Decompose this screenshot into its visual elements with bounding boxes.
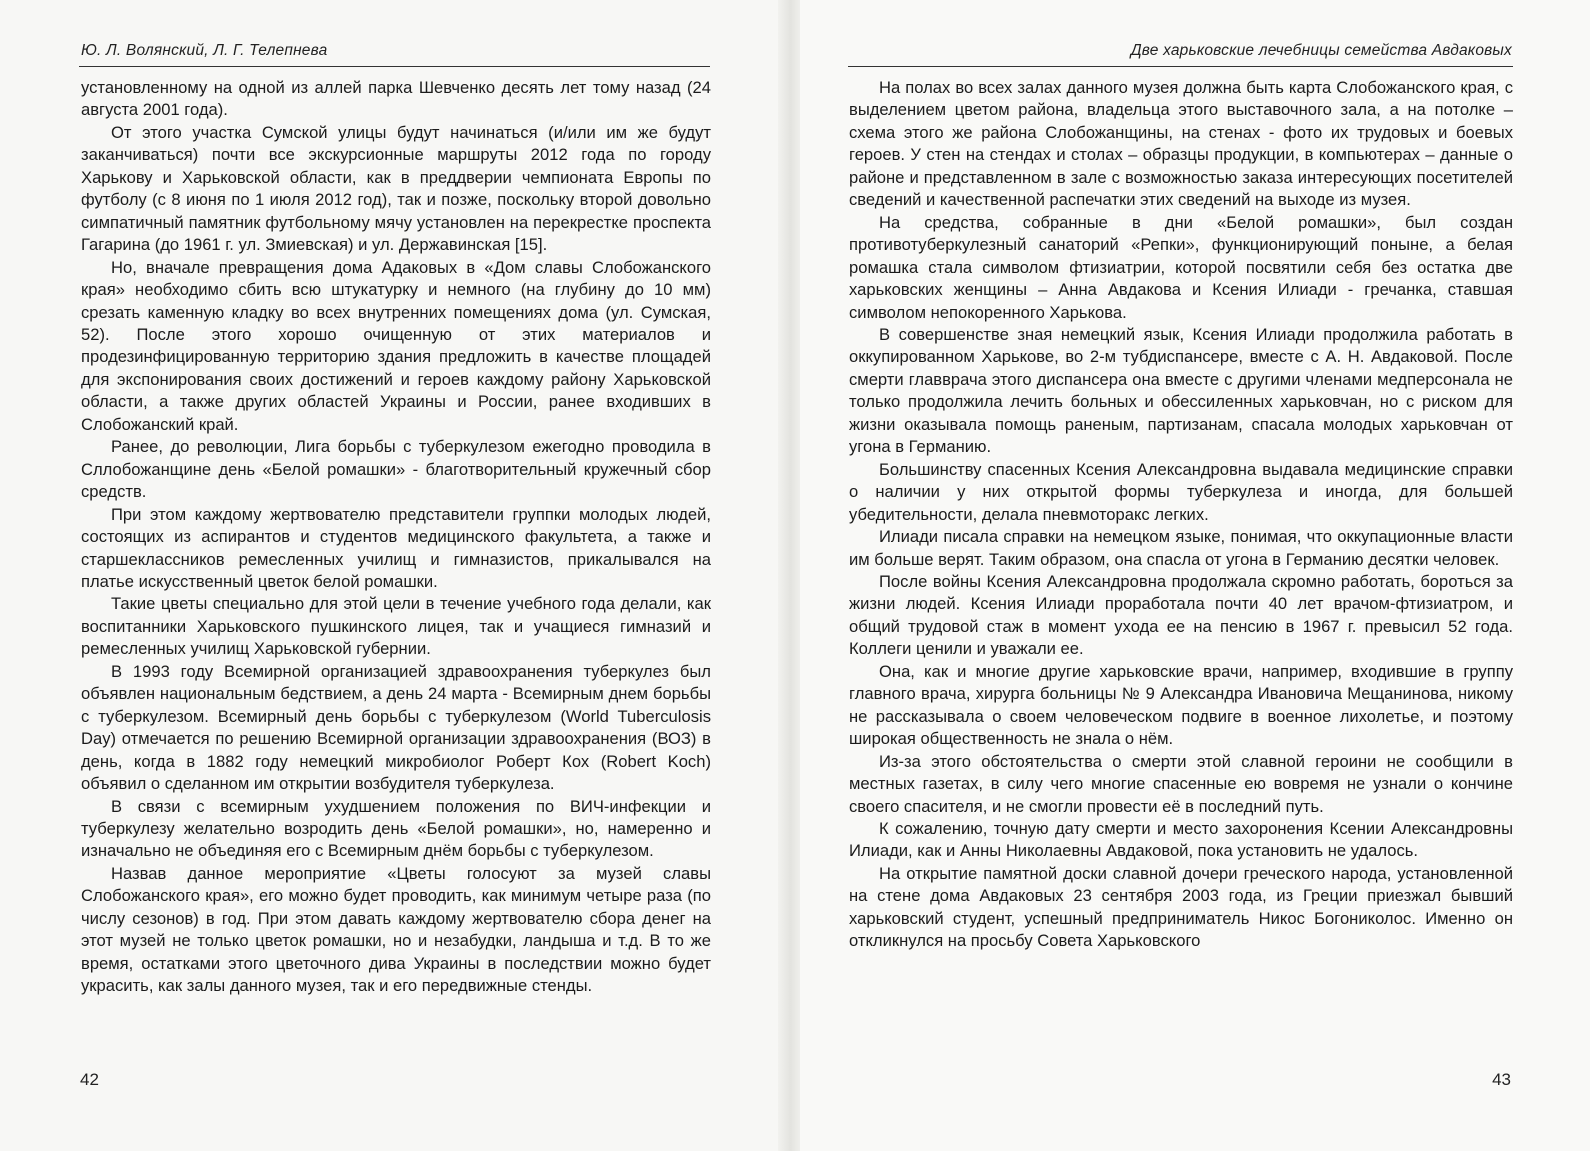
paragraph: На полах во всех залах данного музея должна быть карта Слобожанского края, с выделением цветом района, владельца этого выставочного зала, а на потолке – схема этого же района Слобожанщины, на стенах - фото их трудовых и боевых героев. У стен на стендах и столах – образцы продукции, в компьютерах – данные о районе и представленном в зале с возможностью заказа интересующих посетителей сведений и качественной распечатки этих сведений на выходе из музея. [849,78,1513,210]
header-rule [848,66,1513,67]
paragraph: Ранее, до революции, Лига борьбы с туберкулезом ежегодно проводила в Сллобожанщине день «Белой ромашки» - благотворительный кружечный сбор средств. [81,437,711,502]
paragraph: Большинству спасенных Ксения Александровна выдавала медицинские справки о наличии у них открытой формы туберкулеза и иногда, для большей убедительности, делала пневмоторакс легких. [849,459,1513,524]
paragraph: После войны Ксения Александровна продолжала скромно работать, бороться за жизни людей. Ксения Илиади проработала почти 40 лет врачом-фтизиатром, и общий трудовой стаж в момент ухода ее на пенсию в 1967 г. превысил 52 года. Коллеги ценили и уважали ее. [849,571,1513,659]
paragraph: Назвав данное мероприятие «Цветы голосуют за музей славы Слобожанского края», его можно будет проводить, как минимум четыре раза (по числу сезонов) в год. При этом давать каждому жертвователю сбора денег на этот музей не только цветок ромашки, но и незабудки, ландыша и т.д. В то же время, остатками этого цветочного дива Украины в последствии можно будет украсить, как залы данного музея, так и его передвижные стенды. [81,863,711,996]
left-page-body [81,77,711,998]
paragraph: На открытие памятной доски славной дочери греческого народа, установленной на стене дома Авдаковых 23 сентября 2003 года, из Греции приезжал бывший харьковский студент, успешный предприниматель Никос Богониколос. Именно он откликнулся на просьбу Совета Харьковского [849,863,1513,951]
page-number-right: 43 [1492,1070,1511,1089]
paragraph: В 1993 году Всемирной организацией здравоохранения туберкулез был объявлен национальным бедствием, а день 24 марта - Всемирным днем борьбы с туберкулезом. Всемирный день борьбы с туберкулезом (World Tuberculosis Day) отмечается по решению Всемирной организации здравоохранения (ВОЗ) в день, когда в 1882 году немецкий микробиолог Роберт Кох (Robert Koch) объявил о сделанном им открытии возбудителя туберкулеза. [81,661,711,794]
right-page [800,0,1590,1151]
right-page-body [849,77,1513,953]
paragraph: От этого участка Сумской улицы будут начинаться (и/или им же будут заканчиваться) почти все экскурсионные маршруты 2012 года по городу Харькову и Харьковской области, как в преддверии чемпионата Европы по футболу (с 8 июня по 1 июля 2012 год), так и позже, поскольку второй довольно симпатичный памятник футбольному мячу установлен на перекрестке проспекта Гагарина (до 1961 г. ул. Змиевская) и ул. Державинская [15]. [81,122,711,255]
running-head-title: Две харьковские лечебницы семейства Авдаковых [1130,42,1512,59]
paragraph: При этом каждому жертвователю представители группки молодых людей, состоящих из аспирантов и студентов медицинского факультета, а также и старшеклассников ремесленных училищ и гимназистов, прикалывался на платье искусственный цветок белой ромашки. [81,504,711,591]
left-page [0,0,780,1151]
paragraph: установленному на одной из аллей парка Шевченко десять лет тому назад (24 августа 2001 года). [81,78,711,120]
paragraph: Из-за этого обстоятельства о смерти этой славной героини не сообщили в местных газетах, в силу чего многие спасенные ею вовремя не узнали о кончине своего спасителя, и не смогли провести её в последний путь. [849,751,1513,816]
header-rule [79,66,710,67]
paragraph: В связи с всемирным ухудшением положения по ВИЧ-инфекции и туберкулезу желательно возродить день «Белой ромашки», но, намеренно и изначально не объединяя его с Всемирным днём борьбы с туберкулезом. [81,796,711,861]
paragraph: Но, вначале превращения дома Адаковых в «Дом славы Слобожанского края» необходимо сбить всю штукатурку и немного (на глубину до 10 мм) срезать каменную кладку во всех внутренних помещениях дома (ул. Сумская, 52). После этого хорошо очищенную от этих материалов и продезинфицированную территорию здания предложить в качестве площадей для экспонирования своих достижений и героев каждому району Харьковской области, а также других областей Украины и России, ранее входивших в Слобожанский край. [81,257,711,434]
paragraph: На средства, собранные в дни «Белой ромашки», был создан противотуберкулезный санаторий «Репки», функционирующий поныне, а белая ромашка стала символом фтизиатрии, которой посвятили себя без остатка две харьковских женщины – Анна Авдакова и Ксения Илиади - гречанка, ставшая символом непокоренного Харькова. [849,212,1513,322]
running-head-authors: Ю. Л. Волянский, Л. Г. Телепнева [81,42,328,59]
page-number-left: 42 [80,1070,99,1089]
paragraph: К сожалению, точную дату смерти и место захоронения Ксении Александровны Илиади, как и Анны Николаевны Авдаковой, пока установить не удалось. [849,818,1513,861]
paragraph: Илиади писала справки на немецком языке, понимая, что оккупационные власти им больше верят. Таким образом, она спасла от угона в Германию десятки человек. [849,527,1513,569]
paragraph: Она, как и многие другие харьковские врачи, например, входившие в группу главного врача, хирурга больницы № 9 Александра Ивановича Мещанинова, никому не рассказывала о своем человеческом подвиге в военное лихолетье, и поэтому широкая общественность не знала о нём. [849,661,1513,749]
paragraph: Такие цветы специально для этой цели в течение учебного года делали, как воспитанники Харьковского пушкинского лицея, так и учащиеся гимназий и ремесленных училищ Харьковской губернии. [81,594,711,659]
paragraph: В совершенстве зная немецкий язык, Ксения Илиади продолжила работать в оккупированном Харькове, во 2-м тубдиспансере, вместе с А. Н. Авдаковой. После смерти главврача этого диспансера она вместе с другими членами медперсонала не только продолжила лечить больных и обессиленных харьковчан, но с риском для жизни оказывала помощь раненым, партизанам, спасала молодых харьковчан от угона в Германию. [849,324,1513,457]
